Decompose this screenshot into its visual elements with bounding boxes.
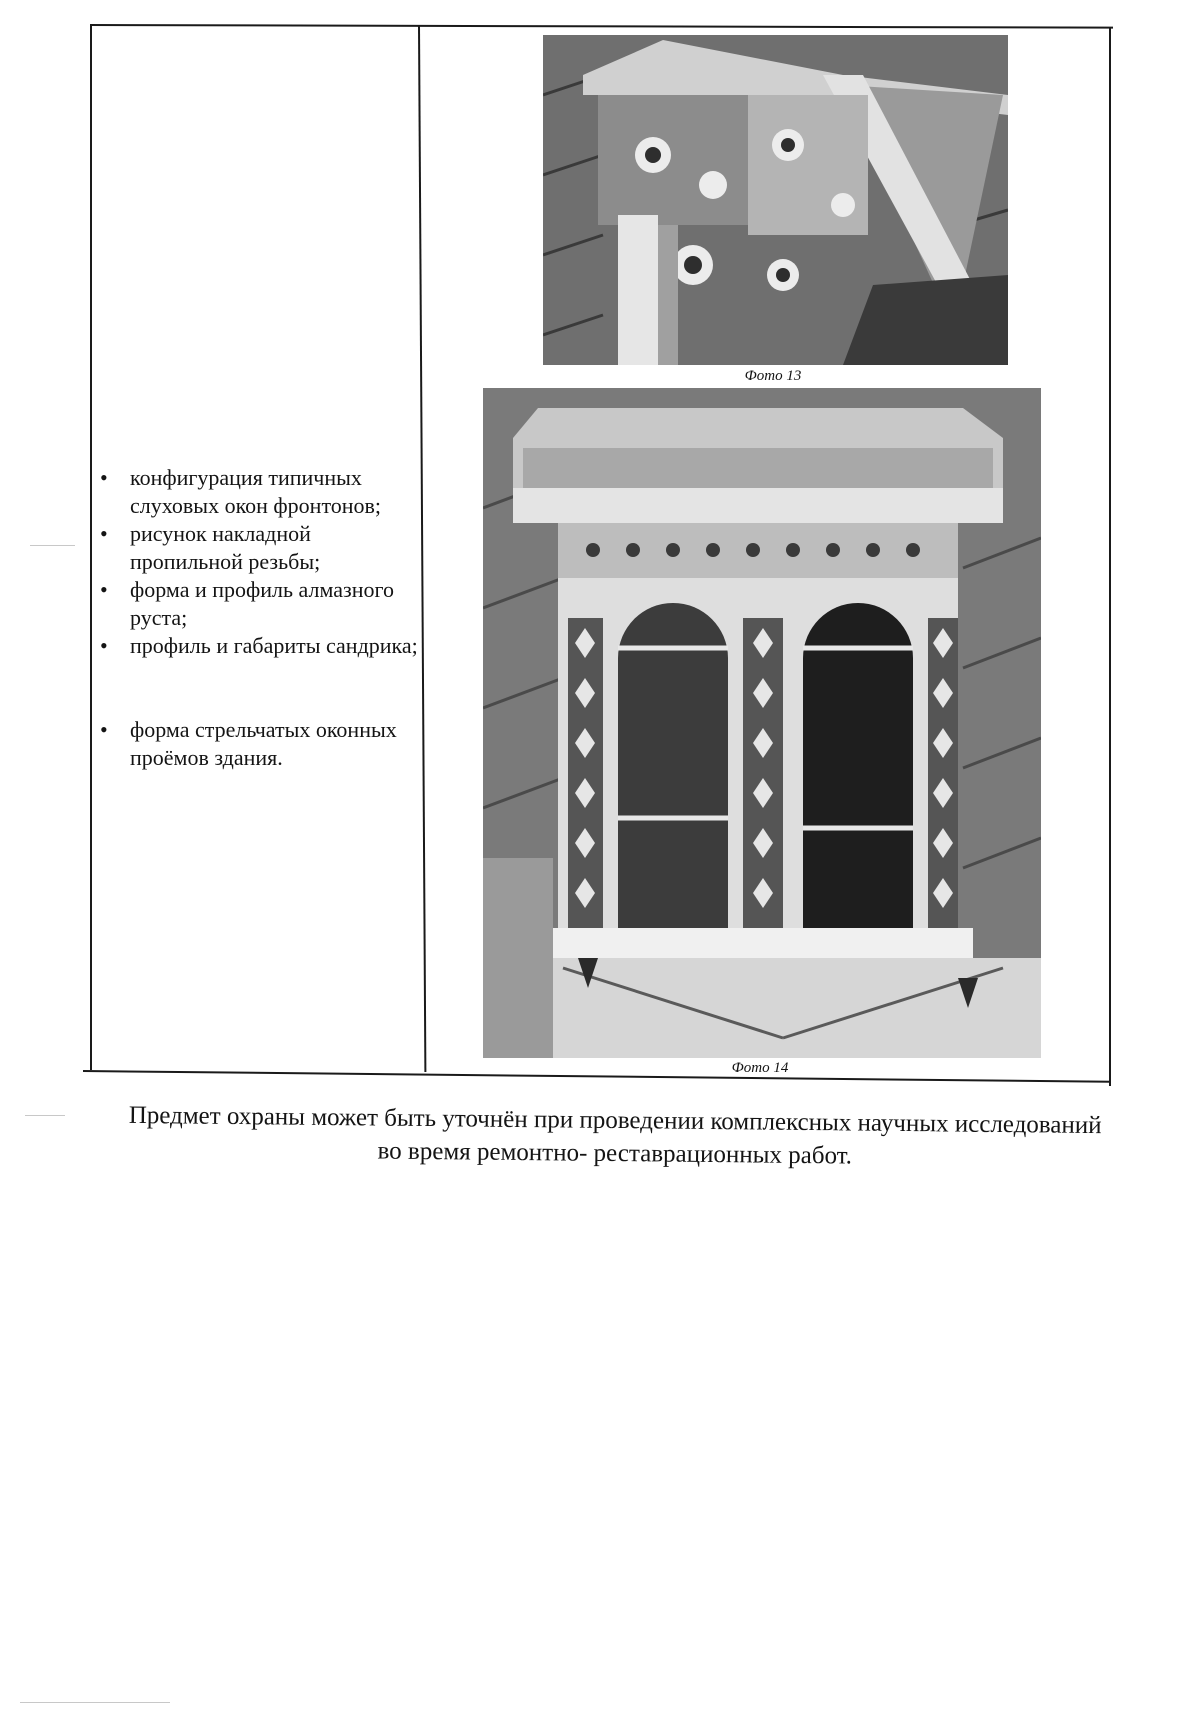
feature-item-gable-windows: • конфигурация типичных слуховых окон фронтонов;: [98, 464, 418, 520]
photo-13-image: [543, 35, 1008, 365]
feature-item-pointed-windows: • форма стрельчатых оконных проёмов здания.: [98, 716, 418, 772]
feature-item-diamond-rustication: • форма и профиль алмазного руста;: [98, 576, 418, 632]
protection-note: Предмет охраны может быть уточнён при проведении комплексных научных исследований во время ремонтно- реставрационных работ.: [128, 1101, 1102, 1170]
table-middle-border: [418, 26, 426, 1072]
photo-14: [483, 388, 1041, 1058]
photo-14-image: [483, 388, 1041, 1058]
scan-mark: [20, 1702, 170, 1703]
photo-14-caption: Фото 14: [731, 1060, 789, 1076]
feature-item-sandrik: • профиль и габариты сандрика;: [98, 632, 418, 660]
photo-13-caption: Фото 13: [744, 368, 802, 384]
table-bottom-border: [83, 1070, 1111, 1083]
table-top-border: [90, 24, 1113, 29]
photo-13: [543, 35, 1008, 365]
protected-features-list: [98, 464, 418, 772]
scan-mark: [25, 1115, 65, 1116]
scan-mark: [30, 545, 75, 546]
table-right-border: [1109, 28, 1111, 1086]
table-left-border: [90, 24, 92, 1070]
feature-item-fretwork: • рисунок накладной пропильной резьбы;: [98, 520, 418, 576]
